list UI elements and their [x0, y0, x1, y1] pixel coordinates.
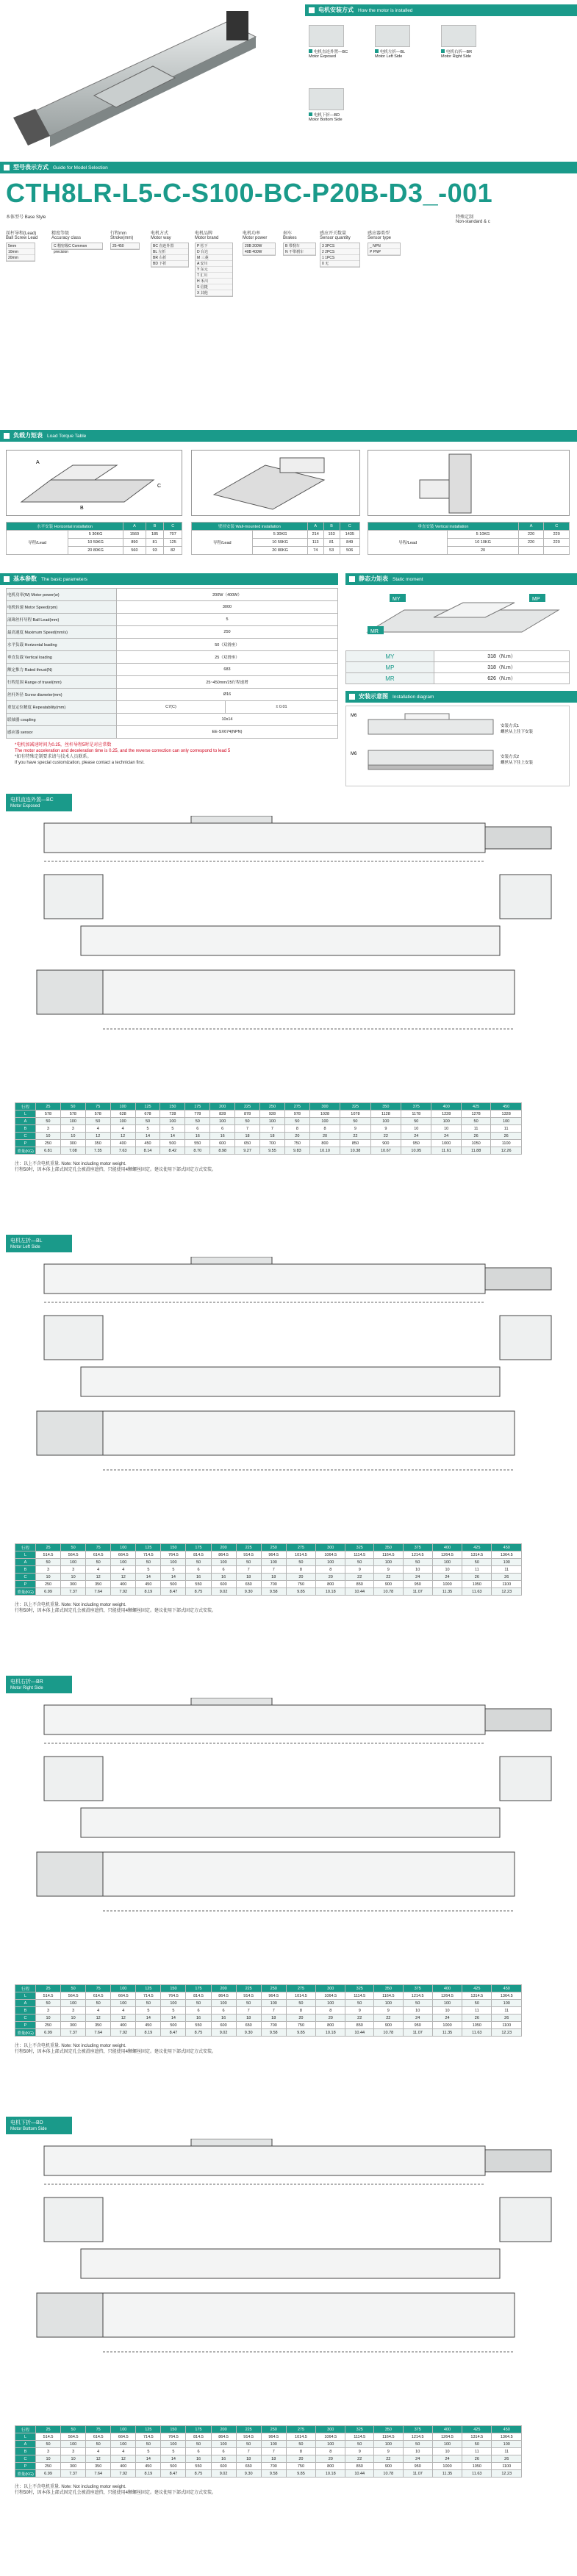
hero-product-image — [6, 7, 300, 154]
mount-option-bl: 电机左折—BL Motor Left Side — [375, 25, 410, 59]
basic-notes: *电机加减速时间为0.25，丝杆导程5时是对应常数 The motor acceleration and deceleration time is 0.25, and the reverse correction can only correspond to lead 5 *如有特殊定制要求请与技术人员联系。 If you have special customization, please contact a technician first. — [15, 743, 231, 765]
dimension-drawing-0 — [15, 816, 562, 1095]
section-note-1: 注：以上不含电机重量. Note: Not including motor weight. 行程50时，因本体上部式固定孔会被滑座遮挡，只能使用4颗螺丝固定。建议使用下部式固定方式安装。 — [15, 1603, 217, 1613]
load-diagram-vertical — [368, 450, 570, 516]
stroke-header: 行程 — [15, 1544, 36, 1551]
label-stroke: 行程mm Stroke(mm) — [110, 232, 134, 240]
load-table-vertical: 垂直安装 Vertical installation A C 导程/Lead 5 10KG 220 220 10 10KG 220 220 20 — [368, 522, 570, 555]
static-section-header: 静态力矩表 Static moment — [345, 573, 577, 585]
install-note1: 安装方式1 — [501, 724, 520, 728]
section-header-3: 电机下折—BD Motor Bottom Side — [6, 2117, 72, 2134]
dimension-table-1: 行程 25 50 75 100 125 150 175 200 225 250 275 300 325 350 375 400 425 450 L 514.5 564.5 614.5 664.5 714.5 764.5 814.5 864.5 914.5 964.5 1014.5 1064.5 1114.5 1164.5 1214.5 1264.5 1314.5 1364.5 A 50 100 50 100 50 100 50 100 50 100 50 100 50 100 50 100 50 100 B 3 3 4 4 5 5 6 6 7 7 8 8 9 9 10 10 11 11 C 10 10 12 12 14 14 16 16 18 18 20 20 22 22 24 24 26 26 P 250 300 350 400 450 500 550 600 650 700 750 800 850 900 950 1000 1050 1100 重量(KG) 6.99 7.37 7.64 7.92 8.19 8.47 8.75 9.02 9.30 9.58 9.85 10.18 10.44 10.78 11.07 11.35 11.63 12.23 — [15, 1543, 522, 1596]
label-lead: 丝杆导程(Lead) Ball Screw Lead — [6, 232, 38, 240]
label-brakes: 刹车 Brakes — [283, 232, 297, 240]
static-label-my: MY — [393, 597, 401, 602]
dimension-drawing-1 — [15, 1257, 562, 1536]
load-label-b: B — [80, 506, 84, 511]
dimension-table-0: 行程 25 50 75 100 125 150 175 200 225 250 275 300 325 350 375 400 425 450 L 578 578 578 628 678 728 778 828 878 928 978 1028 1078 1128 1178 1228 1278 1328 A 50 100 50 100 50 100 50 100 50 100 50 100 50 100 50 100 50 100 B 3 3 4 4 5 5 6 6 7 7 8 8 9 9 10 10 11 11 C 10 10 12 12 14 14 16 16 18 18 20 20 22 22 24 24 26 26 P 250 300 350 400 450 500 550 600 650 700 750 800 850 900 950 1000 1050 1100 重量(KG) 6.81 7.08 7.35 7.63 8.14 8.42 8.70 8.98 9.27 9.55 9.83 10.10 10.38 10.67 10.95 11.61 11.88 12.26 — [15, 1102, 522, 1155]
dimension-drawing-3 — [15, 2139, 562, 2418]
section-header-1: 电机左折—BL Motor Left Side — [6, 1235, 72, 1252]
sensor-type-options: _ NPN P PNP — [368, 243, 401, 256]
install-m6-bottom: M6 — [351, 752, 357, 756]
linear-module-illustration — [6, 7, 300, 154]
section-header-2: 电机右折—BR Motor Right Side — [6, 1676, 72, 1693]
label-motor-brand: 电机品牌 Motor brand — [195, 232, 219, 240]
static-moment-diagram — [345, 588, 570, 647]
stroke-header: 行程 — [15, 1985, 36, 1992]
model-code: CTH8LR-L5-C-S100-BC-P20B-D3_-001 — [6, 178, 493, 208]
basic-params-table: 电机功率(W) Motor power(w) 200W（400W） 电机转速 Motor Speed(rpm) 3000 滚珠丝杆导程 Ball Lead(mm) 5 最高速度 Maximum Speed(mm/s) 250 水平负载 Horizontal loading 50（双滑座） 垂直负载 Vertical loading 25（双滑座） 额定推力 Rated thrust(N) 683 行程范围 Range of travel(mm) 25~450mm/25行程递增 丝杆外径 Screw diameter(mm) Ø16 重复定位精度 Repeatability(mm) C7(C) ± 0.01 联轴器 coupling 10x14 感应器 sensor EE-SX674(NPN) — [6, 588, 338, 739]
load-diagram-wall — [191, 450, 360, 516]
brake-options: B 带刹车 N 不带刹车 — [283, 243, 316, 256]
lead-options: 5mm 10mm 20mm — [6, 243, 35, 262]
mount-option-br: 电机右折—BR Motor Right Side — [441, 25, 476, 59]
load-diagram-horizontal — [6, 450, 182, 516]
stroke-options: 25-450 — [110, 243, 140, 250]
label-motor-way: 电机方式 Motor way — [151, 232, 171, 240]
basic-section-header: 基本参数 The basic parameters — [0, 573, 338, 585]
model-section-header: 型号表示方式 Guide for Model Selection — [0, 162, 577, 173]
mount-option-bc: 电机直连外置—BC Motor Exposed — [309, 25, 348, 59]
section-note-0: 注：以上不含电机重量. Note: Not including motor weight. 行程50时，因本体上部式固定孔会被滑座遮挡，只能使用4颗螺丝固定。建议使用下部式固定方式安装。 — [15, 1162, 217, 1172]
install-note2: 安装方式2 — [501, 755, 520, 759]
sensor-qty-options: 3 3PCS 2 2PCS 1 1PCS 0 无 — [320, 243, 360, 268]
install-note2b: 螺丝从下往上安装 — [501, 761, 534, 765]
load-section-header: 负载力矩表 Load Torque Table — [0, 430, 577, 442]
dimension-table-3: 行程 25 50 75 100 125 150 175 200 225 250 275 300 325 350 375 400 425 450 L 514.5 564.5 614.5 664.5 714.5 764.5 814.5 864.5 914.5 964.5 1014.5 1064.5 1114.5 1164.5 1214.5 1264.5 1314.5 1364.5 A 50 100 50 100 50 100 50 100 50 100 50 100 50 100 50 100 50 100 B 3 3 4 4 5 5 6 6 7 7 8 8 9 9 10 10 11 11 C 10 10 12 12 14 14 16 16 18 18 20 20 22 22 24 24 26 26 P 250 300 350 400 450 500 550 600 650 700 750 800 850 900 950 1000 1050 1100 重量(KG) 6.99 7.37 7.64 7.92 8.19 8.47 8.75 9.02 9.30 9.58 9.85 10.18 10.44 10.78 11.07 11.35 11.63 12.23 — [15, 2425, 522, 2478]
static-label-mp: MP — [532, 597, 540, 602]
dimension-drawing-2 — [15, 1698, 562, 1977]
section-note-2: 注：以上不含电机重量. Note: Not including motor weight. 行程50时，因本体上部式固定孔会被滑座遮挡，只能使用4颗螺丝固定。建议使用下部式固定方式安装。 — [15, 2044, 217, 2054]
label-sensor-qty: 感应开关数量 Sensor quantity — [320, 232, 351, 240]
stroke-header: 行程 — [15, 1103, 36, 1111]
install-m6-top: M6 — [351, 714, 357, 718]
section-note-3: 注：以上不含电机重量. Note: Not including motor weight. 行程50时，因本体上部式固定孔会被滑座遮挡，只能使用4颗螺丝固定。建议使用下部式固定方式安装。 — [15, 2485, 217, 2495]
section-header-0: 电机直连外置—BC Motor Exposed — [6, 794, 72, 811]
load-label-a: A — [36, 460, 40, 465]
label-base-style: 本体型号 Base Style — [6, 215, 46, 220]
load-table-horizontal: 水平安装 Horizontal installation A B C 导程/Lead 5 30KG 1560 185 707 10 59KG 890 81 125 20 80KG 560 93 82 — [6, 522, 182, 555]
label-custom: 特殊定制 Non-standard & c — [456, 215, 490, 224]
install-section-header: 安装示意图 Installation diagram — [345, 691, 577, 703]
install-note1b: 螺丝从上往下安装 — [501, 730, 534, 734]
label-motor-power: 电机功率 Motor power — [243, 232, 268, 240]
mount-option-bd: 电机下折—BD Motor Bottom Side — [309, 88, 344, 122]
mount-section-header: 电机安装方式 How the motor is installed — [305, 4, 577, 16]
static-moment-table: MY 318（N.m） MP 318（N.m） MR 626（N.m） — [345, 650, 570, 684]
install-diagram — [345, 706, 570, 786]
accuracy-options: C 精密级C Common precision — [51, 243, 103, 250]
stroke-header: 行程 — [15, 2426, 36, 2433]
label-sensor-type: 感应器类型 Sensor type — [368, 232, 392, 240]
motor-brand-options: P 松下 D 台达 M 三菱 A 安川 Y 东元 T 汇川 H 禾川 S 信捷 X 其他 — [195, 243, 233, 297]
static-label-mr: MR — [370, 629, 379, 634]
motor-power-options: 20B 200W 40B 400W — [243, 243, 276, 256]
motor-way-options: BC 直连外置 BL 左折 BR 右折 BD 下折 — [151, 243, 189, 268]
load-table-wall: 壁挂安装 Wall-mounted installation A B C 导程/Lead 5 30KG 214 153 1435 10 59KG 113 81 849 20 80KG 74 53 506 — [191, 522, 360, 555]
load-label-c: C — [157, 484, 162, 489]
dimension-table-2: 行程 25 50 75 100 125 150 175 200 225 250 275 300 325 350 375 400 425 450 L 514.5 564.5 614.5 664.5 714.5 764.5 814.5 864.5 914.5 964.5 1014.5 1064.5 1114.5 1164.5 1214.5 1264.5 1314.5 1364.5 A 50 100 50 100 50 100 50 100 50 100 50 100 50 100 50 100 50 100 B 3 3 4 4 5 5 6 6 7 7 8 8 9 9 10 10 11 11 C 10 10 12 12 14 14 16 16 18 18 20 20 22 22 24 24 26 26 P 250 300 350 400 450 500 550 600 650 700 750 800 850 900 950 1000 1050 1100 重量(KG) 6.99 7.37 7.64 7.92 8.19 8.47 8.75 9.02 9.30 9.58 9.85 10.18 10.44 10.78 11.07 11.35 11.63 12.23 — [15, 1984, 522, 2037]
label-accuracy: 精度等级 Accuracy class — [51, 232, 82, 240]
